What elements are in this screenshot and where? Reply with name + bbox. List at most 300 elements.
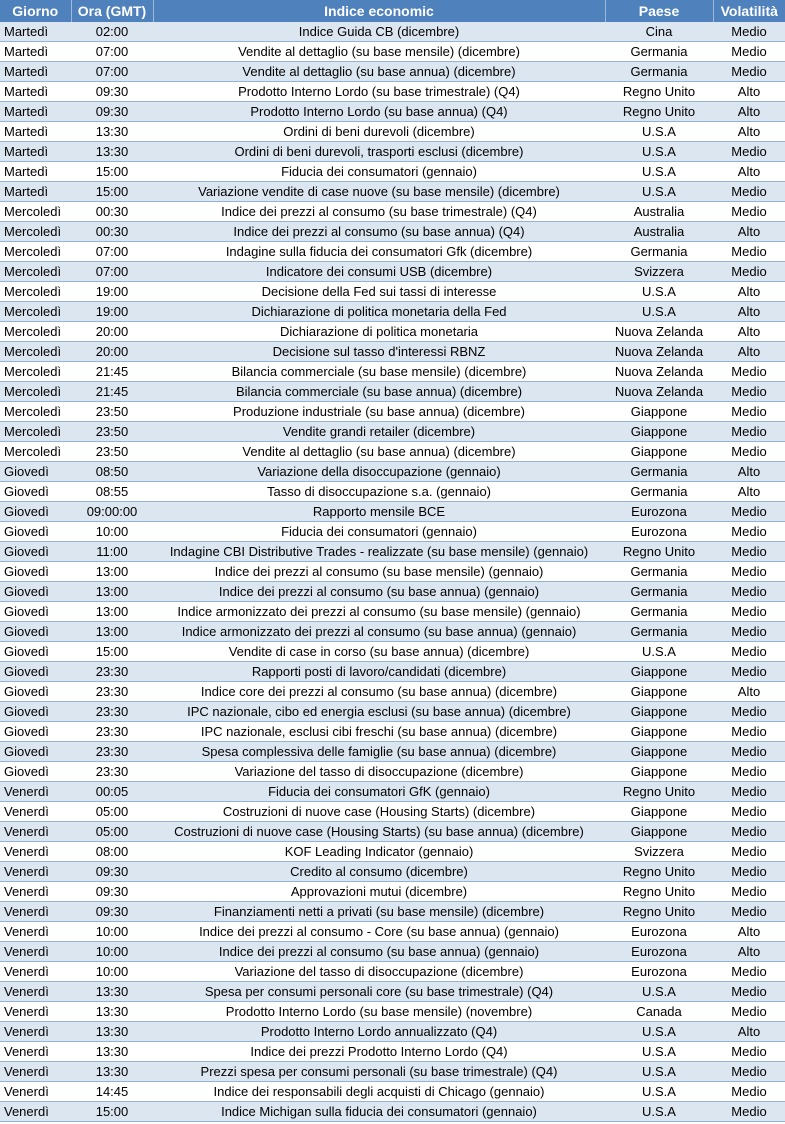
cell-volatility: Medio (713, 1042, 785, 1062)
table-row (0, 1062, 785, 1082)
cell-time: 23:30 (71, 722, 153, 742)
cell-volatility: Medio (713, 1062, 785, 1082)
cell-volatility: Medio (713, 802, 785, 822)
cell-indicator: Variazione del tasso di disoccupazione (dicembre) (153, 762, 605, 782)
cell-country: Nuova Zelanda (605, 322, 713, 342)
cell-indicator: IPC nazionale, esclusi cibi freschi (su base annua) (dicembre) (153, 722, 605, 742)
cell-indicator: Variazione vendite di case nuove (su base mensile) (dicembre) (153, 182, 605, 202)
cell-day: Martedì (0, 62, 71, 82)
table-row (0, 582, 785, 602)
cell-country: Germania (605, 482, 713, 502)
table-row (0, 382, 785, 402)
cell-volatility: Medio (713, 702, 785, 722)
cell-time: 07:00 (71, 242, 153, 262)
cell-indicator: Indice dei responsabili degli acquisti di Chicago (gennaio) (153, 1082, 605, 1102)
cell-indicator: Credito al consumo (dicembre) (153, 862, 605, 882)
cell-time: 23:30 (71, 742, 153, 762)
cell-indicator: Indice dei prezzi Prodotto Interno Lordo (Q4) (153, 1042, 605, 1062)
cell-time: 02:00 (71, 22, 153, 42)
cell-day: Martedì (0, 42, 71, 62)
cell-time: 13:00 (71, 562, 153, 582)
table-row (0, 362, 785, 382)
cell-country: Nuova Zelanda (605, 362, 713, 382)
cell-day: Venerdì (0, 902, 71, 922)
cell-indicator: Prodotto Interno Lordo (su base annua) (Q4) (153, 102, 605, 122)
cell-country: Eurozona (605, 502, 713, 522)
cell-day: Mercoledì (0, 282, 71, 302)
cell-time: 21:45 (71, 382, 153, 402)
cell-time: 13:30 (71, 122, 153, 142)
cell-time: 20:00 (71, 342, 153, 362)
cell-indicator: Spesa complessiva delle famiglie (su base annua) (dicembre) (153, 742, 605, 762)
table-row (0, 462, 785, 482)
cell-day: Mercoledì (0, 362, 71, 382)
table-row (0, 742, 785, 762)
cell-country: Nuova Zelanda (605, 382, 713, 402)
cell-day: Venerdì (0, 982, 71, 1002)
table-row (0, 422, 785, 442)
cell-time: 05:00 (71, 802, 153, 822)
cell-volatility: Alto (713, 462, 785, 482)
cell-country: Germania (605, 582, 713, 602)
cell-volatility: Medio (713, 442, 785, 462)
cell-country: Giappone (605, 722, 713, 742)
cell-volatility: Medio (713, 662, 785, 682)
cell-day: Martedì (0, 22, 71, 42)
table-row (0, 562, 785, 582)
cell-time: 07:00 (71, 62, 153, 82)
cell-volatility: Medio (713, 22, 785, 42)
cell-volatility: Alto (713, 322, 785, 342)
table-row (0, 22, 785, 42)
table-row (0, 442, 785, 462)
cell-indicator: Fiducia dei consumatori (gennaio) (153, 522, 605, 542)
cell-indicator: Indice dei prezzi al consumo - Core (su base annua) (gennaio) (153, 922, 605, 942)
cell-country: U.S.A (605, 1082, 713, 1102)
cell-day: Giovedì (0, 762, 71, 782)
cell-indicator: Prodotto Interno Lordo annualizzato (Q4) (153, 1022, 605, 1042)
cell-day: Giovedì (0, 662, 71, 682)
table-row (0, 902, 785, 922)
header-row (0, 0, 785, 22)
cell-day: Martedì (0, 102, 71, 122)
cell-time: 09:30 (71, 862, 153, 882)
cell-day: Giovedì (0, 742, 71, 762)
cell-volatility: Medio (713, 142, 785, 162)
cell-day: Giovedì (0, 562, 71, 582)
table-row (0, 762, 785, 782)
cell-day: Venerdì (0, 1042, 71, 1062)
cell-day: Giovedì (0, 462, 71, 482)
table-row (0, 542, 785, 562)
cell-indicator: Approvazioni mutui (dicembre) (153, 882, 605, 902)
cell-time: 05:00 (71, 822, 153, 842)
cell-volatility: Medio (713, 582, 785, 602)
cell-volatility: Medio (713, 982, 785, 1002)
cell-time: 23:50 (71, 422, 153, 442)
cell-time: 23:50 (71, 442, 153, 462)
cell-volatility: Medio (713, 642, 785, 662)
cell-time: 13:00 (71, 602, 153, 622)
cell-day: Mercoledì (0, 442, 71, 462)
cell-indicator: Indice armonizzato dei prezzi al consumo (su base annua) (gennaio) (153, 622, 605, 642)
cell-time: 07:00 (71, 42, 153, 62)
cell-indicator: Dichiarazione di politica monetaria (153, 322, 605, 342)
cell-volatility: Medio (713, 762, 785, 782)
cell-time: 10:00 (71, 942, 153, 962)
cell-country: Australia (605, 202, 713, 222)
cell-day: Venerdì (0, 1062, 71, 1082)
table-row (0, 922, 785, 942)
cell-time: 09:00:00 (71, 502, 153, 522)
cell-country: U.S.A (605, 142, 713, 162)
cell-day: Venerdì (0, 862, 71, 882)
header-country: Paese (605, 0, 713, 22)
cell-indicator: Indice dei prezzi al consumo (su base annua) (gennaio) (153, 582, 605, 602)
cell-day: Giovedì (0, 582, 71, 602)
table-row (0, 842, 785, 862)
cell-indicator: Costruzioni di nuove case (Housing Starts) (dicembre) (153, 802, 605, 822)
cell-country: Nuova Zelanda (605, 342, 713, 362)
cell-volatility: Alto (713, 282, 785, 302)
cell-time: 23:30 (71, 702, 153, 722)
cell-country: Germania (605, 562, 713, 582)
cell-volatility: Medio (713, 902, 785, 922)
cell-indicator: Dichiarazione di politica monetaria della Fed (153, 302, 605, 322)
cell-country: Regno Unito (605, 902, 713, 922)
cell-day: Martedì (0, 142, 71, 162)
cell-time: 20:00 (71, 322, 153, 342)
cell-volatility: Medio (713, 522, 785, 542)
cell-time: 21:45 (71, 362, 153, 382)
cell-indicator: Vendite al dettaglio (su base mensile) (dicembre) (153, 42, 605, 62)
cell-day: Venerdì (0, 802, 71, 822)
table-row (0, 82, 785, 102)
table-row (0, 662, 785, 682)
cell-time: 13:00 (71, 622, 153, 642)
cell-time: 23:30 (71, 682, 153, 702)
cell-indicator: Indagine sulla fiducia dei consumatori Gfk (dicembre) (153, 242, 605, 262)
cell-indicator: Spesa per consumi personali core (su base trimestrale) (Q4) (153, 982, 605, 1002)
cell-indicator: Decisione sul tasso d'interessi RBNZ (153, 342, 605, 362)
cell-volatility: Medio (713, 722, 785, 742)
cell-indicator: Vendite al dettaglio (su base annua) (dicembre) (153, 442, 605, 462)
cell-country: Germania (605, 602, 713, 622)
cell-day: Venerdì (0, 822, 71, 842)
cell-time: 00:30 (71, 202, 153, 222)
cell-country: Giappone (605, 702, 713, 722)
cell-time: 10:00 (71, 962, 153, 982)
cell-indicator: Indice Michigan sulla fiducia dei consumatori (gennaio) (153, 1102, 605, 1122)
table-row (0, 302, 785, 322)
cell-volatility: Alto (713, 342, 785, 362)
cell-time: 13:30 (71, 1022, 153, 1042)
cell-country: Giappone (605, 742, 713, 762)
table-row (0, 642, 785, 662)
cell-country: Eurozona (605, 922, 713, 942)
cell-volatility: Medio (713, 562, 785, 582)
cell-volatility: Alto (713, 82, 785, 102)
cell-country: U.S.A (605, 302, 713, 322)
cell-day: Mercoledì (0, 402, 71, 422)
cell-country: U.S.A (605, 282, 713, 302)
cell-time: 13:30 (71, 142, 153, 162)
table-row (0, 622, 785, 642)
cell-volatility: Medio (713, 202, 785, 222)
cell-day: Giovedì (0, 542, 71, 562)
cell-time: 11:00 (71, 542, 153, 562)
cell-indicator: Indice armonizzato dei prezzi al consumo (su base mensile) (gennaio) (153, 602, 605, 622)
table-row (0, 122, 785, 142)
table-row (0, 242, 785, 262)
cell-time: 08:50 (71, 462, 153, 482)
cell-country: Germania (605, 462, 713, 482)
cell-volatility: Medio (713, 882, 785, 902)
cell-time: 15:00 (71, 162, 153, 182)
cell-volatility: Medio (713, 422, 785, 442)
cell-day: Giovedì (0, 482, 71, 502)
table-row (0, 42, 785, 62)
cell-volatility: Medio (713, 182, 785, 202)
cell-country: Giappone (605, 442, 713, 462)
cell-volatility: Medio (713, 262, 785, 282)
cell-time: 15:00 (71, 182, 153, 202)
cell-indicator: Bilancia commerciale (su base mensile) (dicembre) (153, 362, 605, 382)
cell-country: Giappone (605, 402, 713, 422)
cell-indicator: KOF Leading Indicator (gennaio) (153, 842, 605, 862)
table-row (0, 482, 785, 502)
table-header (0, 0, 785, 22)
table-row (0, 722, 785, 742)
cell-country: Germania (605, 42, 713, 62)
cell-day: Venerdì (0, 782, 71, 802)
cell-country: U.S.A (605, 982, 713, 1002)
cell-day: Mercoledì (0, 422, 71, 442)
cell-day: Giovedì (0, 722, 71, 742)
cell-time: 13:00 (71, 582, 153, 602)
header-time: Ora (GMT) (71, 0, 153, 22)
cell-volatility: Medio (713, 782, 785, 802)
table-row (0, 62, 785, 82)
table-row (0, 202, 785, 222)
cell-time: 09:30 (71, 902, 153, 922)
cell-indicator: Variazione della disoccupazione (gennaio) (153, 462, 605, 482)
cell-volatility: Alto (713, 922, 785, 942)
table-row (0, 162, 785, 182)
cell-indicator: Indice dei prezzi al consumo (su base annua) (gennaio) (153, 942, 605, 962)
cell-day: Giovedì (0, 642, 71, 662)
cell-day: Mercoledì (0, 302, 71, 322)
cell-indicator: Prezzi spesa per consumi personali (su base trimestrale) (Q4) (153, 1062, 605, 1082)
header-indicator: Indice economic (153, 0, 605, 22)
cell-indicator: Ordini di beni durevoli, trasporti esclusi (dicembre) (153, 142, 605, 162)
cell-day: Giovedì (0, 702, 71, 722)
table-row (0, 702, 785, 722)
cell-indicator: Rapporti posti di lavoro/candidati (dicembre) (153, 662, 605, 682)
cell-country: Giappone (605, 762, 713, 782)
cell-volatility: Medio (713, 602, 785, 622)
cell-time: 10:00 (71, 522, 153, 542)
cell-indicator: Indice core dei prezzi al consumo (su base annua) (dicembre) (153, 682, 605, 702)
table-row (0, 1082, 785, 1102)
table-row (0, 1102, 785, 1122)
cell-day: Mercoledì (0, 222, 71, 242)
table-row (0, 782, 785, 802)
cell-country: Giappone (605, 682, 713, 702)
cell-indicator: Vendite al dettaglio (su base annua) (dicembre) (153, 62, 605, 82)
cell-country: U.S.A (605, 1042, 713, 1062)
header-day: Giorno (0, 0, 71, 22)
cell-time: 09:30 (71, 882, 153, 902)
cell-day: Venerdì (0, 942, 71, 962)
cell-country: Regno Unito (605, 102, 713, 122)
cell-day: Giovedì (0, 682, 71, 702)
cell-time: 10:00 (71, 922, 153, 942)
cell-day: Venerdì (0, 962, 71, 982)
cell-country: U.S.A (605, 122, 713, 142)
cell-indicator: Tasso di disoccupazione s.a. (gennaio) (153, 482, 605, 502)
cell-time: 00:05 (71, 782, 153, 802)
table-row (0, 982, 785, 1002)
cell-country: U.S.A (605, 182, 713, 202)
cell-indicator: Indicatore dei consumi USB (dicembre) (153, 262, 605, 282)
cell-volatility: Medio (713, 962, 785, 982)
cell-day: Mercoledì (0, 382, 71, 402)
cell-day: Martedì (0, 122, 71, 142)
cell-volatility: Alto (713, 162, 785, 182)
cell-indicator: Produzione industriale (su base annua) (dicembre) (153, 402, 605, 422)
table-row (0, 602, 785, 622)
cell-country: Cina (605, 22, 713, 42)
cell-indicator: Ordini di beni durevoli (dicembre) (153, 122, 605, 142)
cell-volatility: Medio (713, 242, 785, 262)
cell-day: Mercoledì (0, 202, 71, 222)
cell-country: Regno Unito (605, 782, 713, 802)
cell-volatility: Alto (713, 682, 785, 702)
cell-day: Martedì (0, 162, 71, 182)
table-row (0, 322, 785, 342)
cell-time: 13:30 (71, 1042, 153, 1062)
cell-country: Regno Unito (605, 82, 713, 102)
cell-country: Germania (605, 62, 713, 82)
cell-country: Giappone (605, 422, 713, 442)
cell-indicator: Variazione del tasso di disoccupazione (dicembre) (153, 962, 605, 982)
cell-country: U.S.A (605, 1102, 713, 1122)
cell-volatility: Alto (713, 302, 785, 322)
table-row (0, 102, 785, 122)
cell-day: Martedì (0, 182, 71, 202)
cell-indicator: Decisione della Fed sui tassi di interesse (153, 282, 605, 302)
cell-time: 07:00 (71, 262, 153, 282)
cell-time: 08:00 (71, 842, 153, 862)
cell-country: Eurozona (605, 942, 713, 962)
table-row (0, 402, 785, 422)
cell-volatility: Medio (713, 622, 785, 642)
cell-country: Eurozona (605, 962, 713, 982)
cell-volatility: Alto (713, 942, 785, 962)
cell-volatility: Alto (713, 102, 785, 122)
cell-day: Giovedì (0, 522, 71, 542)
cell-day: Venerdì (0, 1102, 71, 1122)
cell-time: 08:55 (71, 482, 153, 502)
cell-country: Svizzera (605, 842, 713, 862)
cell-country: Germania (605, 242, 713, 262)
cell-indicator: Vendite grandi retailer (dicembre) (153, 422, 605, 442)
cell-volatility: Alto (713, 1022, 785, 1042)
table-row (0, 342, 785, 362)
cell-indicator: Finanziamenti netti a privati (su base mensile) (dicembre) (153, 902, 605, 922)
cell-day: Mercoledì (0, 322, 71, 342)
cell-volatility: Medio (713, 862, 785, 882)
table-row (0, 282, 785, 302)
cell-volatility: Medio (713, 1082, 785, 1102)
cell-time: 15:00 (71, 642, 153, 662)
cell-volatility: Alto (713, 482, 785, 502)
cell-volatility: Medio (713, 502, 785, 522)
cell-time: 14:45 (71, 1082, 153, 1102)
cell-country: Eurozona (605, 522, 713, 542)
cell-day: Martedì (0, 82, 71, 102)
cell-indicator: Costruzioni di nuove case (Housing Starts) (su base annua) (dicembre) (153, 822, 605, 842)
cell-time: 13:30 (71, 1062, 153, 1082)
cell-country: U.S.A (605, 1062, 713, 1082)
cell-volatility: Medio (713, 362, 785, 382)
cell-day: Venerdì (0, 922, 71, 942)
cell-time: 23:30 (71, 662, 153, 682)
cell-country: Svizzera (605, 262, 713, 282)
table-row (0, 262, 785, 282)
cell-indicator: IPC nazionale, cibo ed energia esclusi (su base annua) (dicembre) (153, 702, 605, 722)
cell-country: U.S.A (605, 642, 713, 662)
cell-indicator: Indice dei prezzi al consumo (su base trimestrale) (Q4) (153, 202, 605, 222)
cell-volatility: Alto (713, 222, 785, 242)
cell-volatility: Medio (713, 1102, 785, 1122)
cell-day: Mercoledì (0, 242, 71, 262)
table-row (0, 682, 785, 702)
cell-country: U.S.A (605, 162, 713, 182)
cell-volatility: Alto (713, 122, 785, 142)
cell-indicator: Indagine CBI Distributive Trades - realizzate (su base mensile) (gennaio) (153, 542, 605, 562)
cell-indicator: Indice Guida CB (dicembre) (153, 22, 605, 42)
cell-time: 09:30 (71, 82, 153, 102)
cell-day: Giovedì (0, 602, 71, 622)
cell-country: Regno Unito (605, 882, 713, 902)
table-row (0, 1022, 785, 1042)
cell-volatility: Medio (713, 42, 785, 62)
cell-time: 09:30 (71, 102, 153, 122)
cell-time: 15:00 (71, 1102, 153, 1122)
cell-country: Giappone (605, 802, 713, 822)
cell-time: 00:30 (71, 222, 153, 242)
header-volatility: Volatilità (713, 0, 785, 22)
cell-volatility: Medio (713, 842, 785, 862)
table-row (0, 222, 785, 242)
cell-time: 13:30 (71, 1002, 153, 1022)
cell-day: Giovedì (0, 622, 71, 642)
cell-time: 13:30 (71, 982, 153, 1002)
cell-day: Venerdì (0, 882, 71, 902)
table-row (0, 882, 785, 902)
cell-day: Venerdì (0, 1022, 71, 1042)
cell-day: Mercoledì (0, 262, 71, 282)
table-row (0, 522, 785, 542)
cell-day: Venerdì (0, 1082, 71, 1102)
table-row (0, 862, 785, 882)
cell-indicator: Prodotto Interno Lordo (su base mensile) (novembre) (153, 1002, 605, 1022)
cell-country: U.S.A (605, 1022, 713, 1042)
cell-volatility: Medio (713, 62, 785, 82)
cell-day: Venerdì (0, 1002, 71, 1022)
